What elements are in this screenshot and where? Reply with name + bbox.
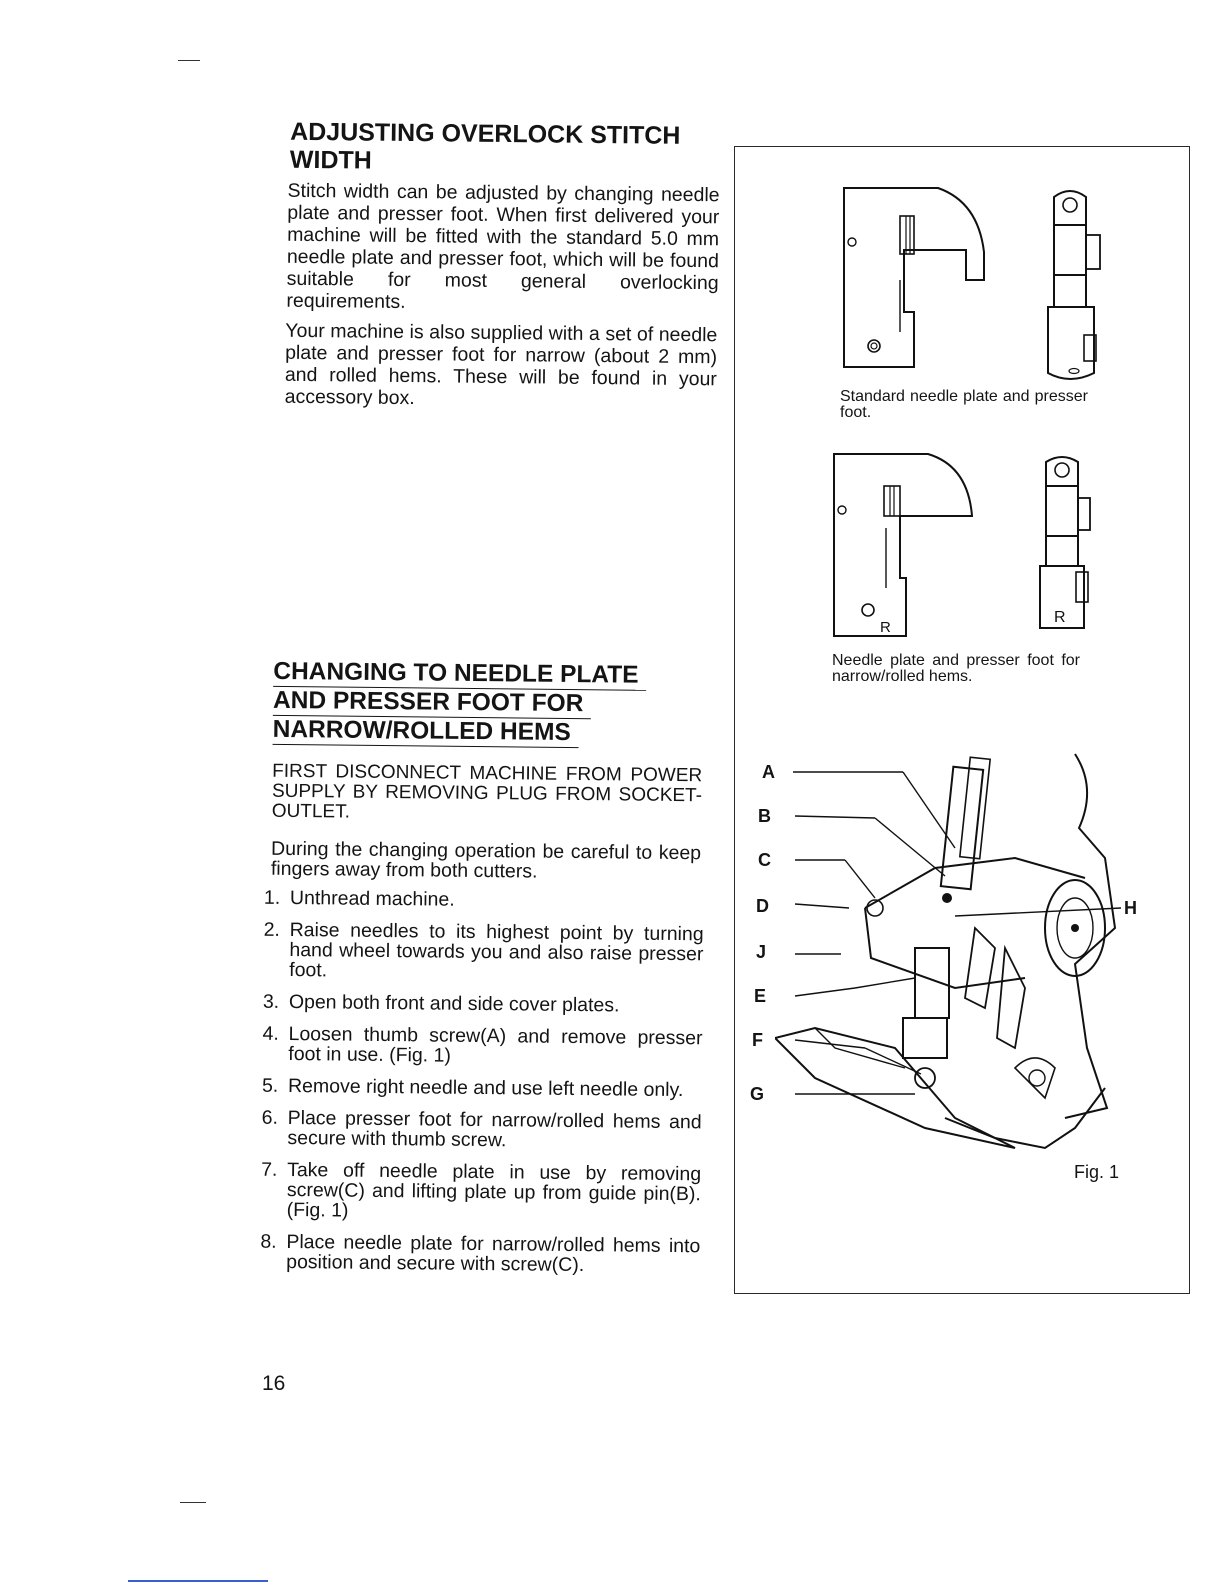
label-a: A xyxy=(762,762,775,782)
label-c: C xyxy=(758,850,771,870)
list-item: 7. Take off needle plate in use by removing screw(C) and lifting plate up from guide pin(B). (Fig. 1) xyxy=(261,1158,702,1222)
narrow-presser-foot-illustration xyxy=(1032,452,1102,638)
figure-label: Fig. 1 xyxy=(1074,1162,1120,1182)
label-b: B xyxy=(758,806,771,826)
narrow-needle-plate-illustration xyxy=(828,448,978,644)
section-title-line-1: CHANGING TO NEEDLE PLATE xyxy=(273,658,647,691)
list-item: 3. Open both front and side cover plates. xyxy=(262,990,620,1017)
safety-warning: FIRST DISCONNECT MACHINE FROM POWER SUPPLY BY REMOVING PLUG FROM SOCKET-OUTLET. xyxy=(271,760,703,823)
list-item: 4. Loosen thumb screw(A) and remove presser foot in use. (Fig. 1) xyxy=(262,1022,703,1067)
plate-mark-r: R xyxy=(880,619,891,636)
section-title-line-3: NARROW/ROLLED HEMS xyxy=(273,716,579,748)
scan-mark xyxy=(180,1502,206,1503)
list-item: 6. Place presser foot for narrow/rolled hems and secure with thumb screw. xyxy=(261,1106,702,1152)
standard-presser-foot-illustration xyxy=(1040,185,1110,387)
section-title-line-2: AND PRESSER FOOT FOR xyxy=(273,687,592,719)
scan-mark xyxy=(128,1580,268,1582)
scan-mark xyxy=(178,60,200,61)
label-g: G xyxy=(750,1084,765,1104)
section-title-changing xyxy=(273,658,674,749)
list-item: 5. Remove right needle and use left needle only. xyxy=(261,1074,684,1102)
page-number: 16 xyxy=(262,1372,286,1395)
foot-mark-r: R xyxy=(1054,609,1066,626)
label-f: F xyxy=(752,1030,763,1050)
paragraph-accessory: Your machine is also supplied with a set of needle plate and presser foot for narrow (about 2 mm) and rolled hems. These will be found in your accessory box. xyxy=(284,319,718,410)
label-h: H xyxy=(1124,898,1137,918)
caption-narrow: Needle plate and presser foot for narrow/rolled hems. xyxy=(832,652,1080,685)
paragraph-caution: During the changing operation be careful to keep fingers away from both cutters. xyxy=(270,837,702,883)
list-item: 1. Unthread machine. xyxy=(263,886,455,911)
list-item: 2. Raise needles to its highest point by turning hand wheel towards you and also raise presser foot. xyxy=(263,918,704,982)
caption-standard: Standard needle plate and presser foot. xyxy=(840,388,1088,421)
section-title-adjusting: ADJUSTING OVERLOCK STITCH WIDTH xyxy=(289,117,681,175)
machine-illustration xyxy=(775,748,1125,1150)
paragraph-stitch-width: Stitch width can be adjusted by changing needle plate and presser foot. When first delivered your machine will be fitted with the standard 5.0 mm needle plate and presser foot, which will be found suitable for most general overlocking requirements. xyxy=(286,179,720,313)
list-item: 8. Place needle plate for narrow/rolled hems into position and secure with screw(C). xyxy=(260,1230,701,1277)
steps-list xyxy=(260,888,704,1289)
label-e: E xyxy=(754,986,767,1006)
standard-needle-plate-illustration xyxy=(838,182,988,382)
label-j: J xyxy=(756,942,767,962)
label-d: D xyxy=(756,896,769,916)
